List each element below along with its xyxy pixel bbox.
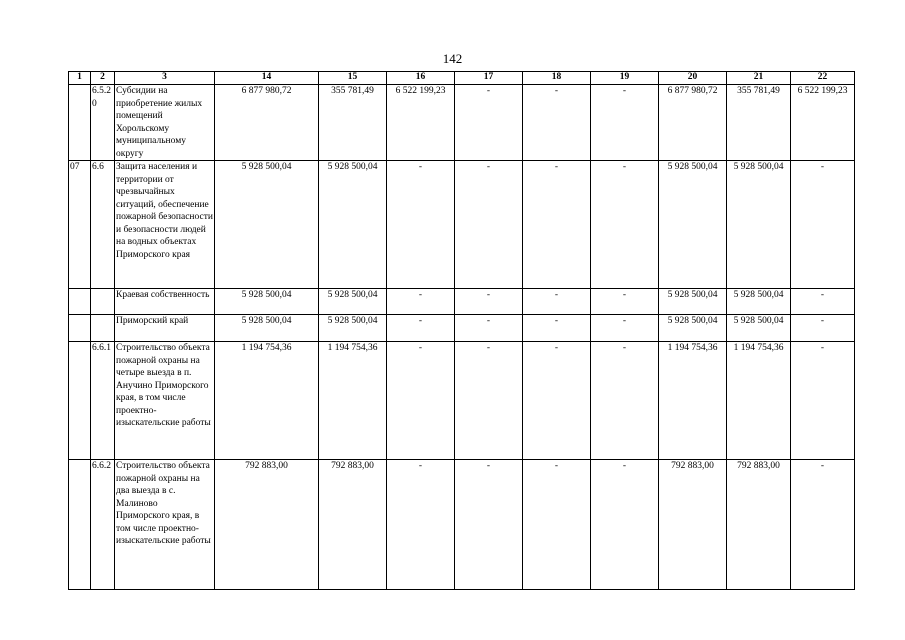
table-row <box>69 85 855 161</box>
column-header: 20 <box>659 72 727 85</box>
value-cell: 5 928 500,04 <box>319 289 387 315</box>
column-header: 19 <box>591 72 659 85</box>
value-cell: - <box>591 85 659 161</box>
value-cell: - <box>791 315 855 342</box>
column-header: 21 <box>727 72 791 85</box>
value-cell: 792 883,00 <box>659 460 727 590</box>
value-cell: - <box>523 85 591 161</box>
header-row <box>69 72 855 85</box>
value-cell: - <box>591 289 659 315</box>
table-row <box>69 342 855 460</box>
value-cell: - <box>523 342 591 460</box>
row-subcode: 6.6 <box>91 161 115 289</box>
value-cell: 1 194 754,36 <box>727 342 791 460</box>
value-cell: - <box>791 342 855 460</box>
row-description: Защита населения и территории от чрезвычайных ситуаций, обеспечение пожарной безопасности и безопасности людей на водных объектах Приморского края <box>115 161 215 289</box>
row-code <box>69 460 91 590</box>
value-cell: - <box>523 289 591 315</box>
value-cell: - <box>387 342 455 460</box>
value-cell: - <box>455 315 523 342</box>
row-description: Строительство объекта пожарной охраны на два выезда в с. Малиново Приморского края, в том числе проектно-изыскательские работы <box>115 460 215 590</box>
value-cell: 5 928 500,04 <box>215 289 319 315</box>
value-cell: 5 928 500,04 <box>659 315 727 342</box>
value-cell: - <box>455 460 523 590</box>
value-cell: 1 194 754,36 <box>659 342 727 460</box>
value-cell: 5 928 500,04 <box>659 289 727 315</box>
value-cell: 792 883,00 <box>727 460 791 590</box>
row-subcode <box>91 315 115 342</box>
row-description: Субсидии на приобретение жилых помещений Хорольскому муниципальному округу <box>115 85 215 161</box>
column-header: 22 <box>791 72 855 85</box>
row-subcode: 6.6.2 <box>91 460 115 590</box>
value-cell: - <box>455 289 523 315</box>
value-cell: 5 928 500,04 <box>659 161 727 289</box>
column-header: 2 <box>91 72 115 85</box>
value-cell: - <box>455 161 523 289</box>
table-row <box>69 460 855 590</box>
column-header: 16 <box>387 72 455 85</box>
value-cell: - <box>591 342 659 460</box>
row-code <box>69 315 91 342</box>
value-cell: 5 928 500,04 <box>727 161 791 289</box>
value-cell: 6 877 980,72 <box>659 85 727 161</box>
value-cell: - <box>791 460 855 590</box>
column-header: 18 <box>523 72 591 85</box>
value-cell: - <box>523 161 591 289</box>
value-cell: 5 928 500,04 <box>215 161 319 289</box>
row-subcode <box>91 289 115 315</box>
value-cell: - <box>387 289 455 315</box>
column-header: 14 <box>215 72 319 85</box>
row-subcode: 6.6.1 <box>91 342 115 460</box>
value-cell: - <box>591 161 659 289</box>
table-row <box>69 315 855 342</box>
row-description: Краевая собственность <box>115 289 215 315</box>
value-cell: 1 194 754,36 <box>319 342 387 460</box>
value-cell: 792 883,00 <box>319 460 387 590</box>
value-cell: 5 928 500,04 <box>727 289 791 315</box>
table-row <box>69 161 855 289</box>
value-cell: 355 781,49 <box>727 85 791 161</box>
value-cell: - <box>387 161 455 289</box>
value-cell: - <box>455 342 523 460</box>
value-cell: 5 928 500,04 <box>215 315 319 342</box>
value-cell: 6 877 980,72 <box>215 85 319 161</box>
page-number: 142 <box>442 51 463 66</box>
value-cell: 5 928 500,04 <box>319 161 387 289</box>
value-cell: - <box>387 315 455 342</box>
value-cell: 5 928 500,04 <box>319 315 387 342</box>
row-code <box>69 85 91 161</box>
value-cell: 5 928 500,04 <box>727 315 791 342</box>
row-description: Приморский край <box>115 315 215 342</box>
row-code: 07 <box>69 161 91 289</box>
row-subcode: 6.5.20 <box>91 85 115 161</box>
value-cell: 355 781,49 <box>319 85 387 161</box>
value-cell: - <box>455 85 523 161</box>
table-row <box>69 289 855 315</box>
value-cell: - <box>591 460 659 590</box>
budget-table <box>68 71 855 590</box>
value-cell: 1 194 754,36 <box>215 342 319 460</box>
value-cell: - <box>523 315 591 342</box>
value-cell: - <box>791 161 855 289</box>
column-header: 3 <box>115 72 215 85</box>
column-header: 15 <box>319 72 387 85</box>
row-description: Строительство объекта пожарной охраны на четыре выезда в п. Анучино Приморского края, в том числе проектно-изыскательские работы <box>115 342 215 460</box>
value-cell: - <box>387 460 455 590</box>
column-header: 1 <box>69 72 91 85</box>
value-cell: 6 522 199,23 <box>791 85 855 161</box>
row-code <box>69 289 91 315</box>
value-cell: 6 522 199,23 <box>387 85 455 161</box>
value-cell: - <box>791 289 855 315</box>
value-cell: 792 883,00 <box>215 460 319 590</box>
value-cell: - <box>523 460 591 590</box>
column-header: 17 <box>455 72 523 85</box>
value-cell: - <box>591 315 659 342</box>
row-code <box>69 342 91 460</box>
